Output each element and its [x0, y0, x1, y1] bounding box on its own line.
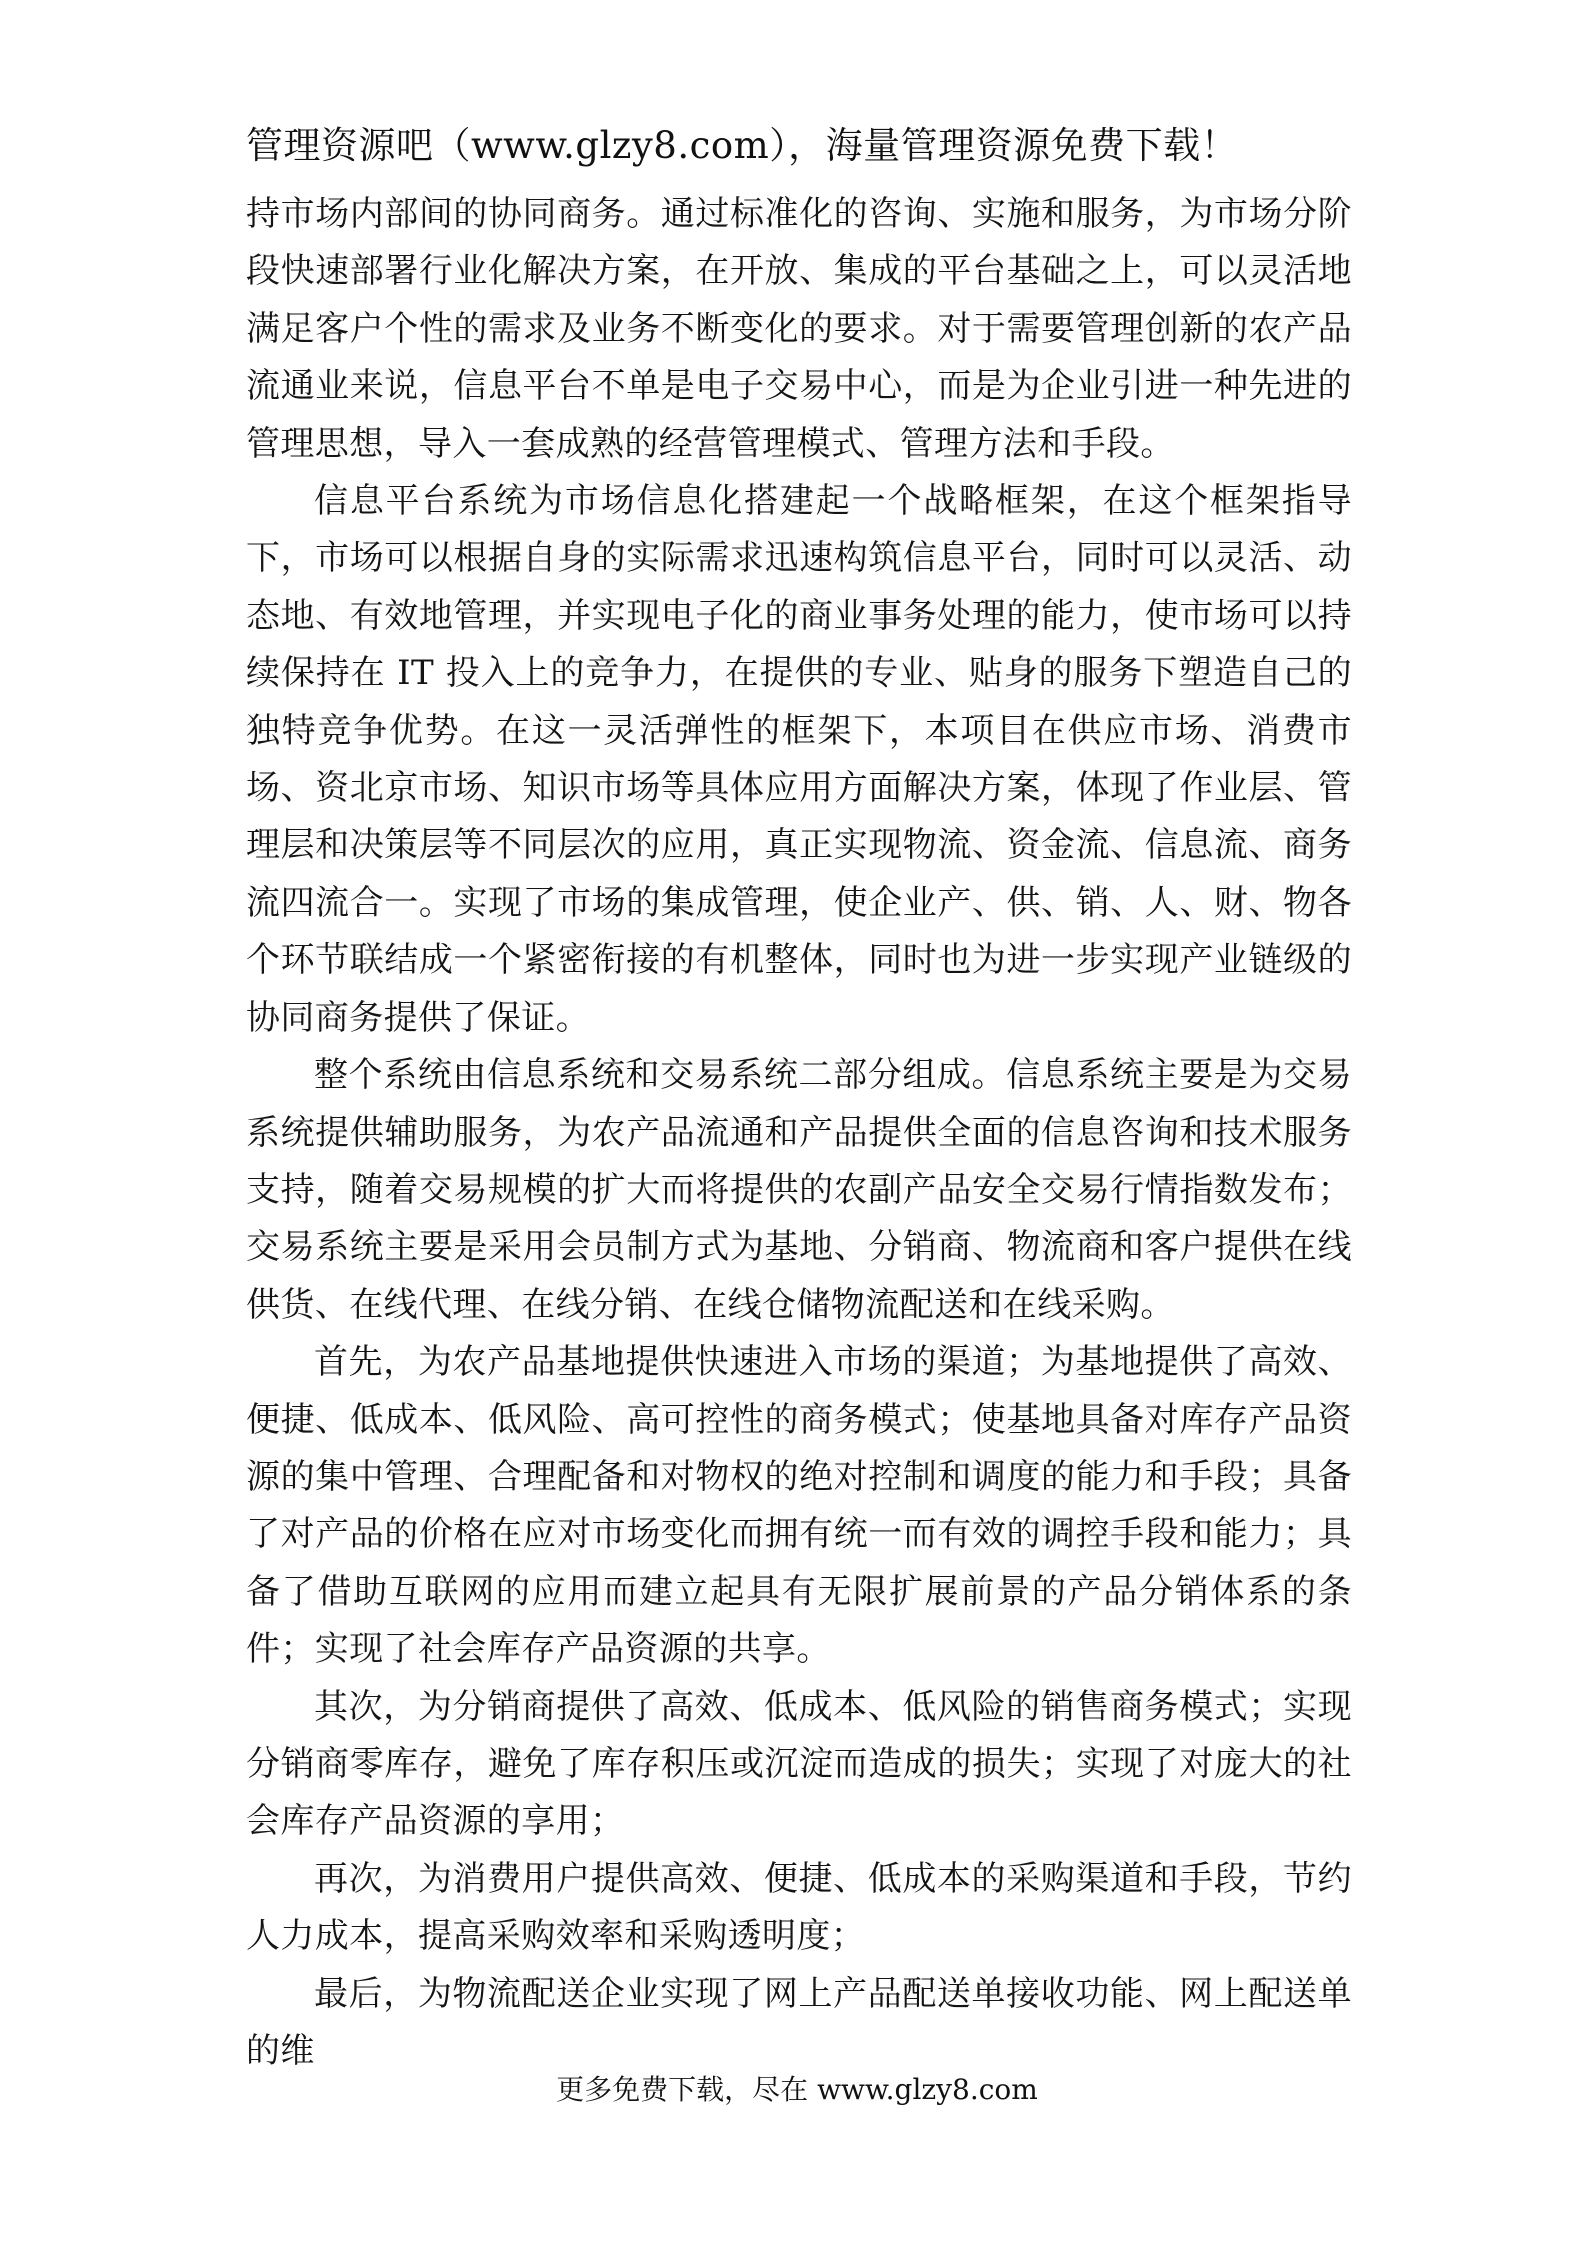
paragraph-2: 信息平台系统为市场信息化搭建起一个战略框架，在这个框架指导下，市场可以根据自身的实际需求迅速构筑信息平台，同时可以灵活、动态地、有效地管理，并实现电子化的商业事务处理的能力，使市场可以持续保持在 IT 投入上的竞争力，在提供的专业、贴身的服务下塑造自己的独特竞争优势。在这一灵活弹性的框架下，本项目在供应市场、消费市场、资北京市场、知识市场等具体应用方面解决方案，体现了作业层、管理层和决策层等不同层次的应用，真正实现物流、资金流、信息流、商务流四流合一。实现了市场的集成管理，使企业产、供、销、人、财、物各个环节联结成一个紧密衔接的有机整体，同时也为进一步实现产业链级的协同商务提供了保证。 [246, 481, 1352, 1038]
paragraph-1: 持市场内部间的协同商务。通过标准化的咨询、实施和服务，为市场分阶段快速部署行业化解决方案，在开放、集成的平台基础之上，可以灵活地满足客户个性的需求及业务不断变化的要求。对于需要管理创新的农产品流通业来说，信息平台不单是电子交易中心，而是为企业引进一种先进的管理思想，导入一套成熟的经营管理模式、管理方法和手段。 [246, 194, 1352, 464]
paragraph-6: 再次，为消费用户提供高效、便捷、低成本的采购渠道和手段，节约人力成本，提高采购效率和采购透明度； [246, 1858, 1352, 1957]
paragraph-4: 首先，为农产品基地提供快速进入市场的渠道；为基地提供了高效、便捷、低成本、低风险、高可控性的商务模式；使基地具备对库存产品资源的集中管理、合理配备和对物权的绝对控制和调度的能力和手段；具备了对产品的价格在应对市场变化而拥有统一而有效的调控手段和能力；具备了借助互联网的应用而建立起具有无限扩展前景的产品分销体系的条件；实现了社会库存产品资源的共享。 [246, 1342, 1352, 1670]
paragraph-3: 整个系统由信息系统和交易系统二部分组成。信息系统主要是为交易系统提供辅助服务，为农产品流通和产品提供全面的信息咨询和技术服务支持，随着交易规模的扩大而将提供的农副产品安全交易行情指数发布；交易系统主要是采用会员制方式为基地、分销商、物流商和客户提供在线供货、在线代理、在线分销、在线仓储物流配送和在线采购。 [246, 1055, 1352, 1325]
page-footer: 更多免费下载，尽在 www.glzy8.com [556, 2073, 1038, 2106]
paragraph-7: 最后，为物流配送企业实现了网上产品配送单接收功能、网上配送单的维 [246, 1973, 1352, 2071]
page-header: 管理资源吧（www.glzy8.com），海量管理资源免费下载！ [246, 124, 1239, 167]
document-body [246, 186, 1352, 2080]
paragraph-5: 其次，为分销商提供了高效、低成本、低风险的销售商务模式；实现分销商零库存，避免了库存积压或沉淀而造成的损失；实现了对庞大的社会库存产品资源的享用； [246, 1686, 1352, 1842]
